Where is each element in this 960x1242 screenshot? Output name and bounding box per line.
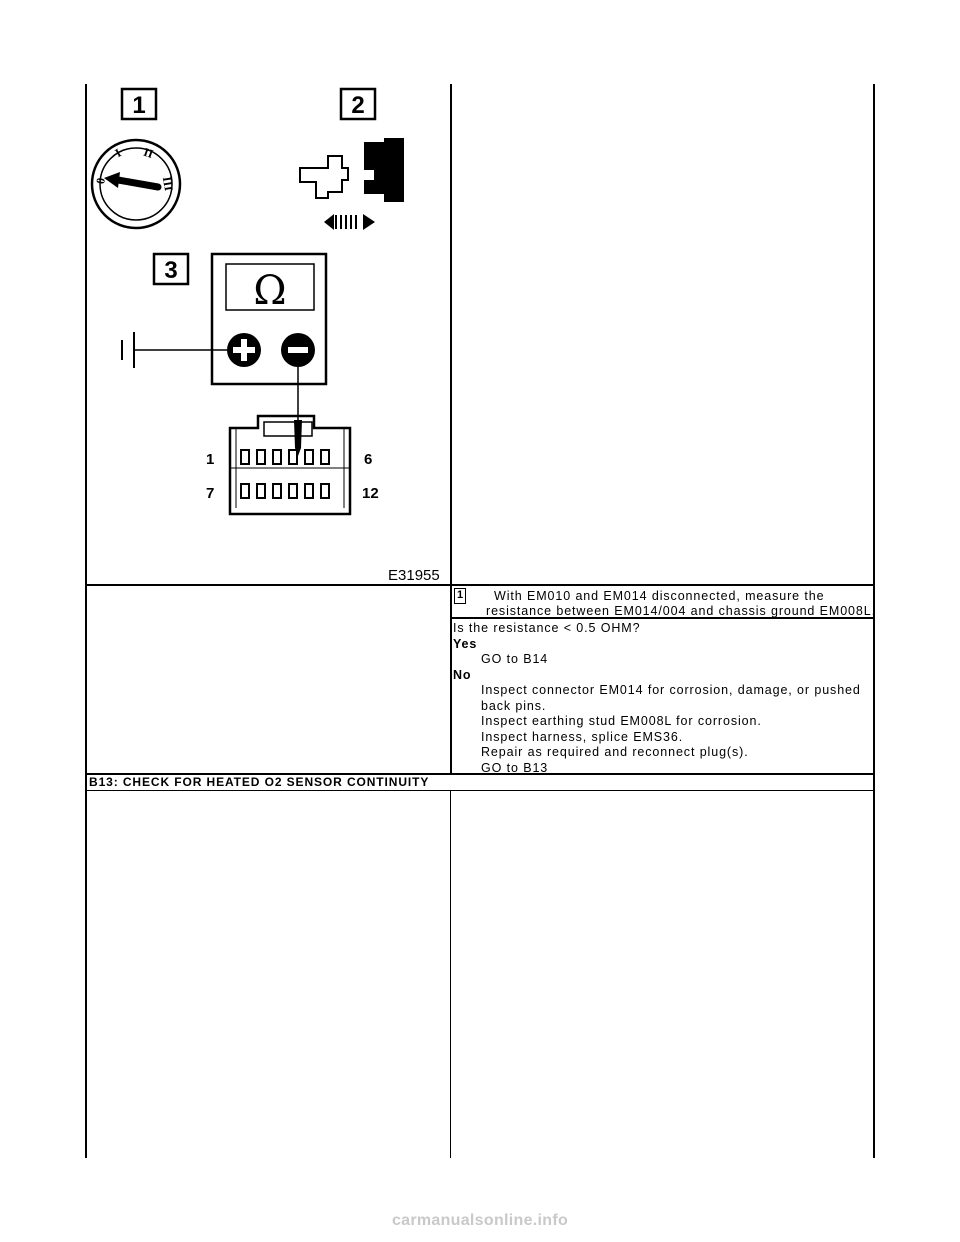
result-question: Is the resistance < 0.5 OHM? [453, 621, 641, 635]
callout-3-number: 3 [164, 257, 178, 284]
result-block [453, 621, 861, 776]
multimeter-icon [212, 254, 326, 384]
no-action-2: back pins. [481, 698, 547, 713]
table-left-border [85, 84, 87, 1158]
switch-pos-1: I [112, 145, 124, 161]
pin-label-1: 1 [206, 451, 215, 468]
no-action-5: Repair as required and reconnect plug(s). [481, 745, 749, 759]
no-action-3: Inspect earthing stud EM008L for corrosion. [481, 714, 762, 728]
no-action-4: Inspect harness, splice EMS36. [481, 729, 684, 744]
table-middle-divider-lower [450, 791, 451, 1158]
callout-1-number: 1 [132, 92, 146, 119]
table-right-border [873, 84, 875, 1158]
pin-label-12: 12 [362, 485, 379, 502]
table-middle-divider [450, 84, 452, 774]
row-divider-figure [85, 584, 875, 586]
step-instruction-line1: With EM010 and EM014 disconnected, measure the [494, 589, 825, 603]
switch-pos-2: II [141, 144, 156, 162]
no-label: No [453, 667, 472, 682]
pin-label-7: 7 [206, 485, 215, 502]
section-title: B13: CHECK FOR HEATED O2 SENSOR CONTINUITY [89, 775, 430, 789]
watermark: carmanualsonline.info [391, 1212, 569, 1229]
no-action-6: GO to B13 [481, 760, 549, 775]
ignition-switch-icon [92, 140, 180, 228]
callout-3 [154, 254, 188, 284]
disconnected-connector-icon [300, 138, 404, 230]
callout-2 [341, 89, 375, 119]
figure-id: E31955 [388, 567, 440, 584]
step-number-badge: 1 [454, 588, 466, 604]
callout-1 [122, 89, 156, 119]
wiring-test-diagram [88, 84, 448, 584]
ohm-symbol: Ω [253, 268, 287, 314]
pin-label-6: 6 [364, 451, 373, 468]
yes-action: GO to B14 [481, 652, 549, 666]
switch-pos-0: 0 [93, 176, 108, 186]
yes-label: Yes [453, 636, 478, 651]
callout-2-number: 2 [351, 92, 365, 119]
no-action-1: Inspect connector EM014 for corrosion, damage, or pushed [481, 683, 861, 697]
connector-em014-icon [206, 416, 379, 514]
step-instruction-line2: resistance between EM014/004 and chassis ground EM008L. [486, 604, 876, 618]
switch-pos-3: III [159, 175, 176, 192]
